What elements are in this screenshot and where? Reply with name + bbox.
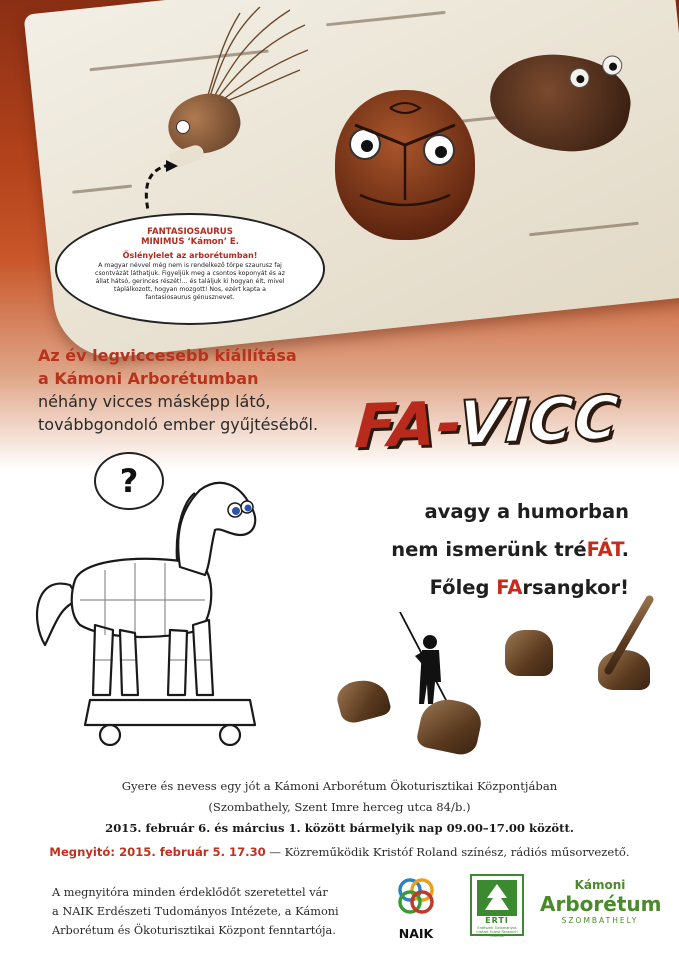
trojan-horse-icon	[25, 455, 285, 760]
erti-tree-icon	[477, 880, 517, 916]
owl-markings	[335, 90, 475, 240]
question-bubble: ?	[94, 452, 164, 510]
footer-line2: a NAIK Erdészeti Tudományos Intézete, a Kámoni	[52, 905, 339, 918]
info-line2: (Szombathely, Szent Imre herceg utca 84/b.)	[208, 800, 471, 814]
footer-line1: A megnyitóra minden érdeklődőt szeretettel vár	[52, 886, 328, 899]
naik-label: NAIK	[398, 926, 434, 941]
info-line1: Gyere és nevess egy jót a Kámoni Arborétum Ökoturisztikai Központjában	[121, 779, 558, 793]
bubble-title-line1: FANTASIOSAURUS	[147, 227, 233, 237]
naik-logo	[388, 872, 444, 941]
tagline-line2-red: FÁT	[586, 538, 622, 561]
info-bubble	[55, 213, 325, 325]
bubble-title-line2: MINIMUS ‘Kámon’ E.	[141, 237, 239, 247]
wooden-stump	[505, 630, 553, 676]
wooden-stump	[334, 674, 393, 726]
shell-eye-left	[568, 66, 591, 89]
kamoni-mid: Arborétum	[540, 892, 662, 916]
title-vicc: VICC	[455, 382, 622, 459]
erti-label: ERTI	[485, 916, 509, 925]
poster-title	[352, 367, 659, 478]
erti-logo	[470, 874, 524, 936]
tagline	[309, 493, 629, 607]
kamoni-logo	[540, 878, 660, 926]
erti-sublabel: Erdészeti Tudományos Intézet Forest Research Institute	[476, 926, 518, 938]
figurine-owl	[335, 90, 475, 240]
tagline-line3	[309, 569, 629, 607]
event-info	[0, 776, 679, 839]
bird-eye-icon	[176, 120, 190, 134]
intro-text	[38, 344, 368, 436]
footer-text	[52, 883, 352, 940]
title-fa: FA	[352, 389, 440, 463]
kamoni-bottom: SZOMBATHELY	[561, 916, 639, 925]
intro-line2: a Kámoni Arborétumban	[38, 369, 259, 388]
intro-line4: továbbgondoló ember gyűjtéséből.	[38, 415, 319, 434]
tagline-line3-prefix: Főleg	[429, 576, 497, 599]
opening-info	[0, 842, 679, 862]
bubble-subtitle: Őslénylelet az arborétumban!	[122, 251, 258, 260]
kamoni-top: Kámoni	[574, 878, 626, 892]
footer-line3: Arborétum és Ökoturisztikai Központ fenntartója.	[52, 924, 336, 937]
opening-text: — Közreműködik Kristóf Roland színész, rádiós műsorvezető.	[265, 845, 630, 859]
warrior-icon	[395, 612, 455, 712]
tagline-line1: avagy a humorban	[424, 500, 629, 523]
title-dash: -	[434, 388, 461, 460]
intro-line3: néhány vicces másképp látó,	[38, 392, 271, 411]
tagline-line2-suffix: .	[621, 538, 629, 561]
tagline-line2	[309, 531, 629, 569]
intro-line1: Az év legviccesebb kiállítása	[38, 346, 297, 365]
info-line3: 2015. február 6. és március 1. között bármelyik nap 09.00–17.00 között.	[105, 821, 574, 835]
tagline-line3-red: FA	[496, 576, 523, 599]
dashed-arrow-icon	[130, 160, 180, 220]
bubble-body: A magyar névvel még nem is rendelkező törpe szaurusz faj csontvázát láthatjuk. Figyeljük meg a csontos koponyát és az állat hátsó, gerinces részét!... és találjuk ki hogyan élt, mivel táplálkozott, hogyan mozgott! Nos, ezért kapta a fantasiosaurus génusznevet.	[95, 262, 285, 301]
tagline-line2-prefix: nem ismerünk tré	[391, 538, 587, 561]
naik-rings-icon	[392, 872, 440, 920]
opening-label: Megnyitó: 2015. február 5. 17.30	[49, 845, 266, 859]
tagline-line3-suffix: rsangkor!	[522, 576, 629, 599]
